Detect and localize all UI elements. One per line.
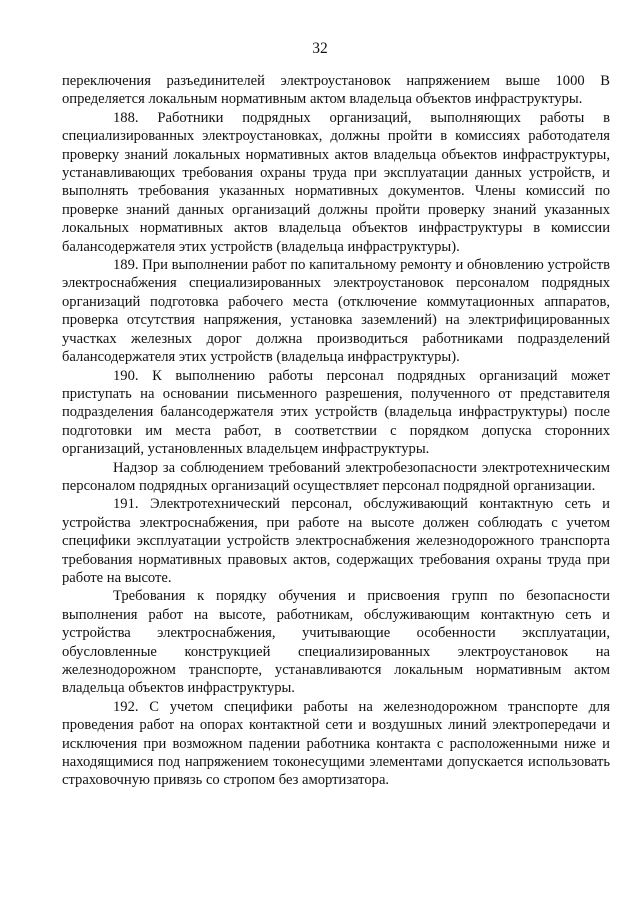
paragraph: Требования к порядку обучения и присвоения групп по безопасности выполнения работ на высоте, работникам, обслуживающим контактную сеть и устройства электроснабжения, учитывающие особенности эксплуатации, обусловленные конструкцией специализированных электроустановок на железнодорожном транспорте, устанавливаются локальным нормативным актом владельца объектов инфраструктуры. (62, 588, 610, 697)
paragraph: 191. Электротехнический персонал, обслуживающий контактную сеть и устройства электроснабжения, при работе на высоте должен соблюдать с учетом специфики эксплуатации устройств электроснабжения железнодорожного транспорта требования нормативных правовых актов, содержащих требования охраны труда при работе на высоте. (62, 496, 610, 586)
document-body (62, 72, 610, 790)
paragraph: 192. С учетом специфики работы на железнодорожном транспорте для проведения работ на опорах контактной сети и воздушных линий электропередачи и исключения при возможном падении работника контакта с расположенными ниже и находящимися под напряжением токонесущими элементами допускается использовать страховочную привязь со стропом без амортизатора. (62, 698, 610, 789)
paragraph: Надзор за соблюдением требований электробезопасности электротехническим персоналом подрядных организаций осуществляет персонал подрядной организации. (62, 459, 610, 494)
paragraph: 188. Работники подрядных организаций, выполняющих работы в специализированных электроустановках, должны пройти в комиссиях работодателя проверку знаний локальных нормативных актов владельца объектов инфраструктуры, устанавливающих требования охраны труда при эксплуатации данных устройств, и выполнять требования указанных нормативных документов. Члены комиссий по проверке знаний данных организаций должны пройти проверку знаний указанных локальных нормативных актов владельца объектов инфраструктуры в комиссии балансодержателя этих устройств (владельца инфраструктуры). (62, 109, 610, 255)
paragraph: 189. При выполнении работ по капитальному ремонту и обновлению устройств электроснабжения специализированных электроустановок персоналом подрядных организаций подготовка рабочего места (отключение коммутационных аппаратов, проверка отсутствия напряжения, установка заземлений) на электрифицированных участках железных дорог должна производиться работниками подразделений балансодержателя этих устройств (владельца инфраструктуры). (62, 257, 610, 366)
paragraph: 190. К выполнению работы персонал подрядных организаций может приступать на основании письменного разрешения, полученного от представителя подразделения балансодержателя этих устройств (владельца инфраструктуры) после подготовки им места работ, в соответствии с порядком допуска сторонних организаций, установленных владельцем инфраструктуры. (62, 367, 610, 458)
page-number: 32 (312, 40, 328, 57)
paragraph: переключения разъединителей электроустановок напряжением выше 1000 В определяется локальным нормативным актом владельца объектов инфраструктуры. (62, 73, 610, 108)
